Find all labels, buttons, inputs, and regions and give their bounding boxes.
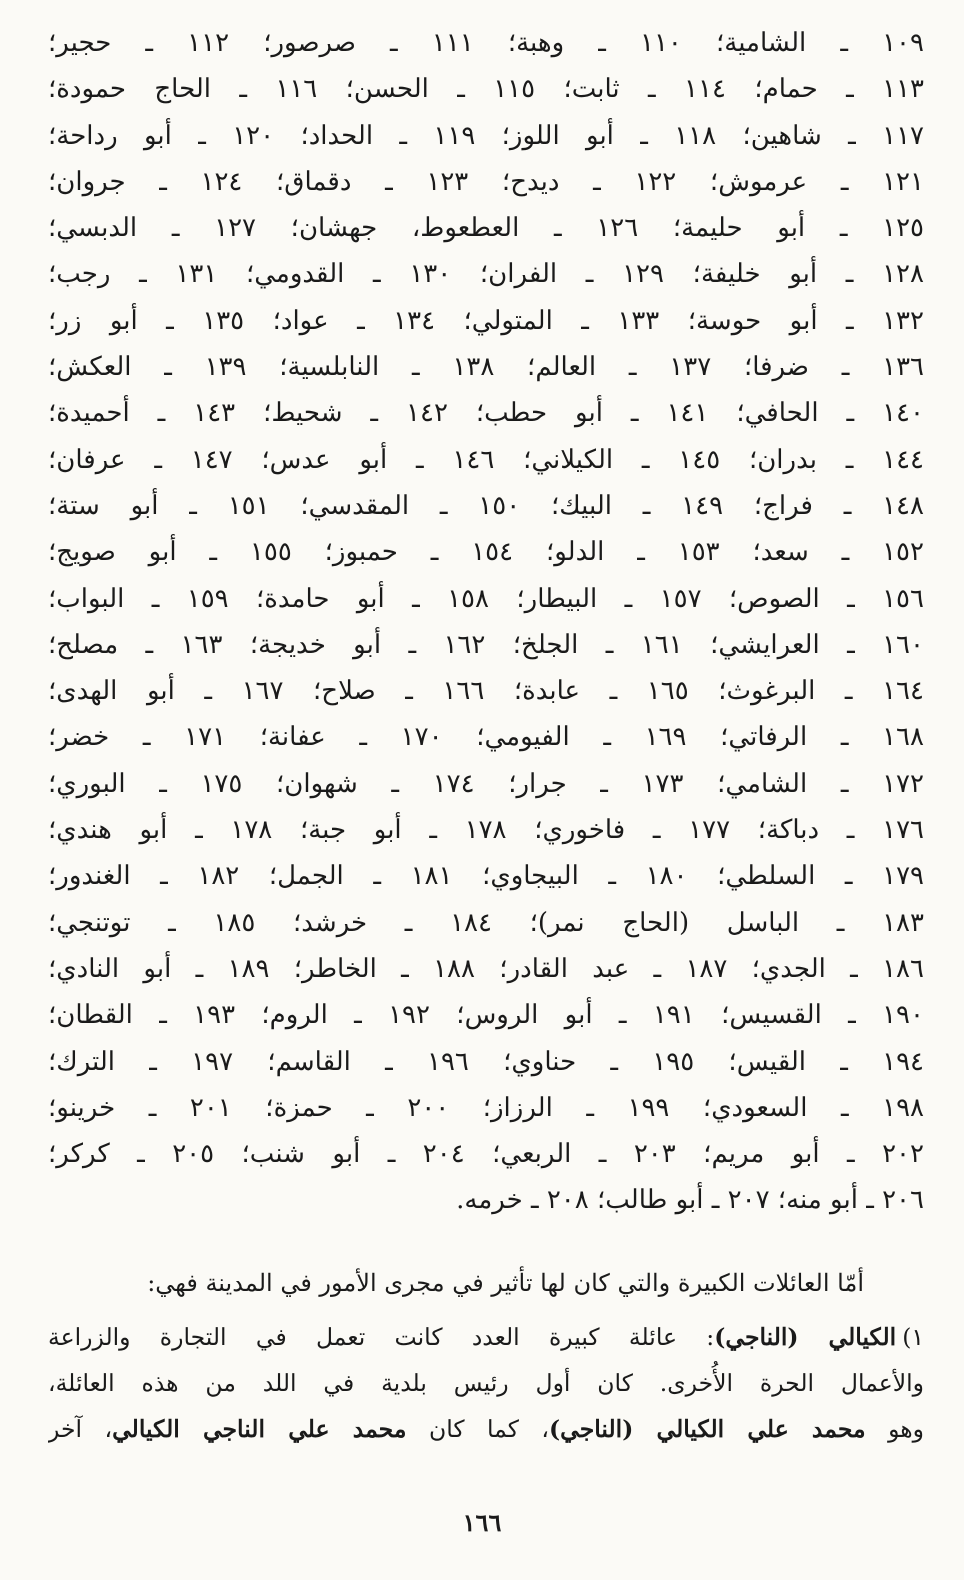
person-name-bold: محمد علي الكيالي (الناجي)	[549, 1414, 866, 1443]
list-line: ١٩٨ ـ السعودي؛ ١٩٩ ـ الرزاز؛ ٢٠٠ ـ حمزة؛ ٢٠١ ـ خرينو؛	[48, 1092, 924, 1123]
list-line: ١٠٩ ـ الشامية؛ ١١٠ ـ وهبة؛ ١١١ ـ صرصور؛ ١١٢ ـ حجير؛	[48, 28, 924, 58]
paragraph-number: ١)	[902, 1322, 924, 1351]
paragraph-text: ، كما كان	[428, 1414, 550, 1443]
paragraph-line-1	[48, 1314, 924, 1360]
family-name-bold: الكيالي (الناجي)	[714, 1322, 897, 1351]
list-line: ١٣٦ ـ ضرفا؛ ١٣٧ ـ العالم؛ ١٣٨ ـ النابلسية؛ ١٣٩ ـ العكش؛	[48, 352, 924, 383]
list-line: ١٧٩ ـ السلطي؛ ١٨٠ ـ البيجاوي؛ ١٨١ ـ الجمل؛ ١٨٢ ـ الغندور؛	[48, 861, 924, 892]
paragraph-text: : عائلة كبيرة العدد كانت تعمل في التجارة والزراعة	[48, 1322, 715, 1351]
list-line: ١٣٢ ـ أبو حوسة؛ ١٣٣ ـ المتولي؛ ١٣٤ ـ عواد؛ ١٣٥ ـ أبو زر؛	[48, 305, 924, 336]
list-line: ١٧٦ ـ دباكة؛ ١٧٧ ـ فاخوري؛ ١٧٨ ـ أبو جبة؛ ١٧٨ ـ أبو هندي؛	[48, 815, 924, 846]
paragraph-line-2: والأعمال الحرة الأُخرى. كان أول رئيس بلدية في اللد من هذه العائلة،	[48, 1368, 924, 1397]
list-line: ١١٣ ـ حمام؛ ١١٤ ـ ثابت؛ ١١٥ ـ الحسن؛ ١١٦ ـ الحاج حمودة؛	[48, 74, 924, 105]
list-line: ١٢١ ـ عرموش؛ ١٢٢ ـ ديدح؛ ١٢٣ ـ دقماق؛ ١٢٤ ـ جروان؛	[48, 166, 924, 197]
list-line: ١٤٠ ـ الحافي؛ ١٤١ ـ أبو حطب؛ ١٤٢ ـ شحيط؛ ١٤٣ ـ أحميدة؛	[48, 398, 924, 429]
family-paragraph	[48, 1314, 924, 1452]
list-line: ١٧٢ ـ الشامي؛ ١٧٣ ـ جرار؛ ١٧٤ ـ شهوان؛ ١٧٥ ـ البوري؛	[48, 768, 924, 799]
list-line: ١٩٠ ـ القسيس؛ ١٩١ ـ أبو الروس؛ ١٩٢ ـ الروم؛ ١٩٣ ـ القطان؛	[48, 1000, 924, 1031]
list-line: ١٨٦ ـ الجدي؛ ١٨٧ ـ عبد القادر؛ ١٨٨ ـ الخاطر؛ ١٨٩ ـ أبو النادي؛	[48, 953, 924, 984]
section-heading: أمّا العائلات الكبيرة والتي كان لها تأثير في مجرى الأمور في المدينة فهي:	[147, 1268, 864, 1297]
paragraph-text: وهو	[888, 1414, 924, 1443]
list-line: ٢٠٢ ـ أبو مريم؛ ٢٠٣ ـ الربعي؛ ٢٠٤ ـ أبو شنب؛ ٢٠٥ ـ كركر؛	[48, 1139, 924, 1170]
page-number: ١٦٦	[462, 1508, 502, 1537]
list-line: ١٥٦ ـ الصوص؛ ١٥٧ ـ البيطار؛ ١٥٨ ـ أبو حامدة؛ ١٥٩ ـ البواب؛	[48, 583, 924, 614]
paragraph-line-3	[48, 1406, 924, 1452]
list-line: ١٦٨ ـ الرفاتي؛ ١٦٩ ـ الفيومي؛ ١٧٠ ـ عفانة؛ ١٧١ ـ خضر؛	[48, 722, 924, 753]
list-line: ١٢٨ ـ أبو خليفة؛ ١٢٩ ـ الفران؛ ١٣٠ ـ القدومي؛ ١٣١ ـ رجب؛	[48, 259, 924, 290]
person-name-bold: محمد علي الناجي الكيالي	[112, 1414, 407, 1443]
list-line: ١١٧ ـ شاهين؛ ١١٨ ـ أبو اللوز؛ ١١٩ ـ الحداد؛ ١٢٠ ـ أبو رداحة؛	[48, 120, 924, 151]
list-line: ١٥٢ ـ سعد؛ ١٥٣ ـ الدلو؛ ١٥٤ ـ حمبوز؛ ١٥٥ ـ أبو صويج؛	[48, 537, 924, 568]
list-line: ١٤٨ ـ فراج؛ ١٤٩ ـ البيك؛ ١٥٠ ـ المقدسي؛ ١٥١ ـ أبو ستة؛	[48, 490, 924, 521]
paragraph-text: ، آخر	[48, 1414, 113, 1443]
list-line: ١٦٤ ـ البرغوث؛ ١٦٥ ـ عابدة؛ ١٦٦ ـ صلاح؛ ١٦٧ ـ أبو الهدى؛	[48, 676, 924, 707]
list-line: ١٩٤ ـ القيس؛ ١٩٥ ـ حناوي؛ ١٩٦ ـ القاسم؛ ١٩٧ ـ الترك؛	[48, 1046, 924, 1077]
list-line: ١٦٠ ـ العرايشي؛ ١٦١ ـ الجلخ؛ ١٦٢ ـ أبو خديجة؛ ١٦٣ ـ مصلح؛	[48, 629, 924, 660]
list-line: ١٨٣ ـ الباسل (الحاج نمر)؛ ١٨٤ ـ خرشد؛ ١٨٥ ـ توتنجي؛	[48, 907, 924, 938]
list-line: ١٢٥ ـ أبو حليمة؛ ١٢٦ ـ العطعوط، جهشان؛ ١٢٧ ـ الدبسي؛	[48, 213, 924, 244]
family-name-list	[48, 20, 924, 1224]
list-line: ١٤٤ ـ بدران؛ ١٤٥ ـ الكيلاني؛ ١٤٦ ـ أبو عدس؛ ١٤٧ ـ عرفان؛	[48, 444, 924, 475]
list-line: ٢٠٦ ـ أبو منه؛ ٢٠٧ ـ أبو طالب؛ ٢٠٨ ـ خرمه.	[456, 1185, 924, 1216]
